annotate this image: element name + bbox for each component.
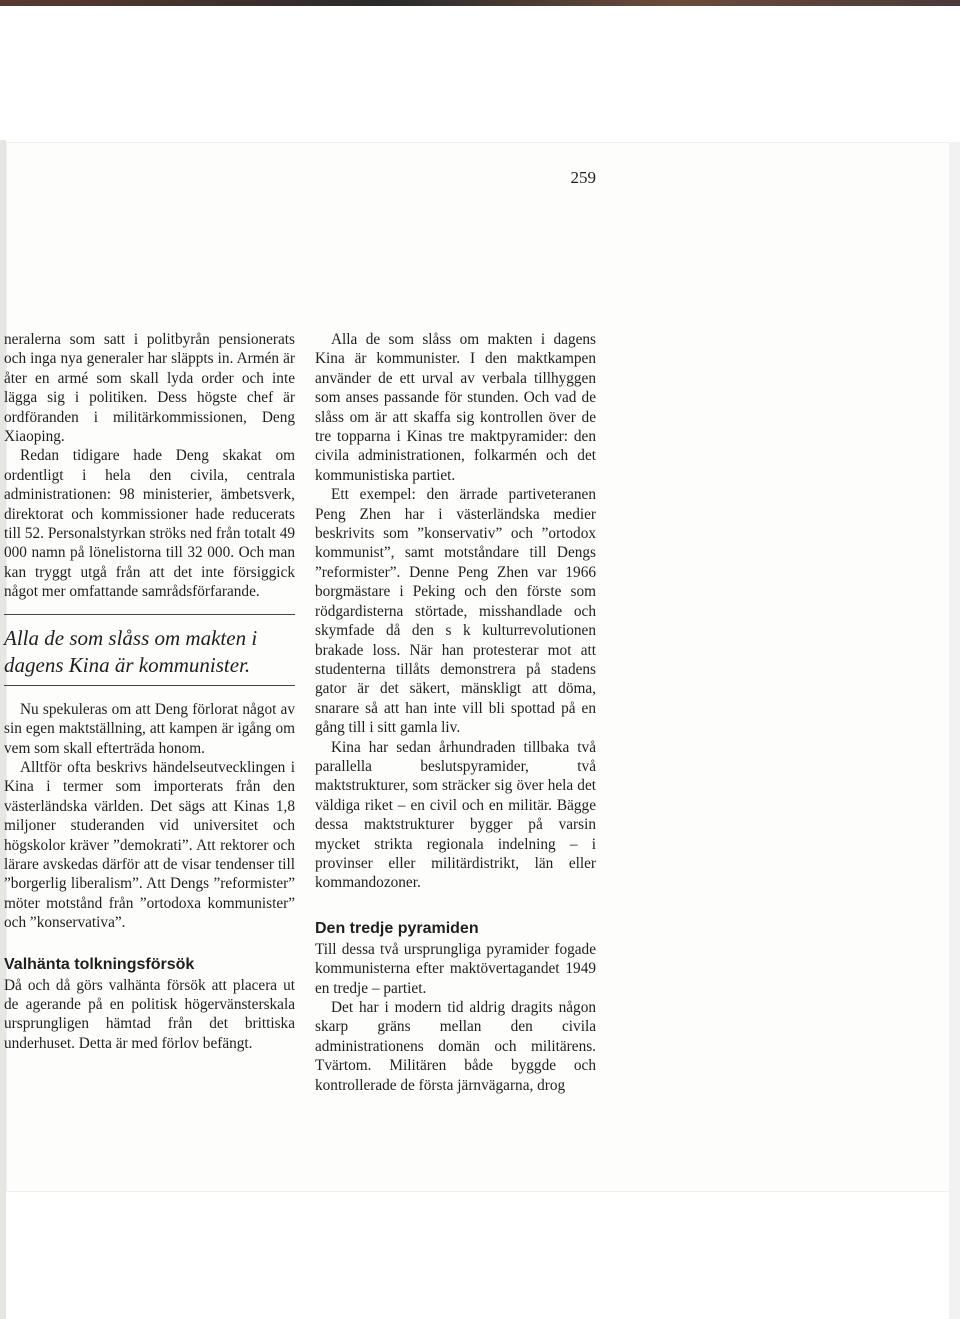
right-paragraph-3: Kina har sedan århundraden tillbaka två parallella beslutspyramider, två maktstrukturer, som sträcker sig över hela det väldiga riket – en civil och en militär. Bägge dessa maktstrukturer bygger på varsin mycket strikta regionala indelning – i provinser eller militärdistrikt, län eller kommandozoner. — [315, 738, 596, 892]
scan-top-edge — [0, 0, 960, 6]
right-column — [315, 330, 596, 1095]
right-paragraph-5: Det har i modern tid aldrig dragits någon skarp gräns mellan den civila administrationens domän och militärens. Tvärtom. Militären både byggde och kontrollerade de första järnvägarna, drog — [315, 999, 596, 1094]
left-paragraph-4: Alltför ofta beskrivs händelseutvecklingen i Kina i termer som importerats från den västerländska världen. Det sägs att Kinas 1,8 miljoner studeranden vid universitet och högskolor kräver ”demokrati”. Att rektorer och lärare avskedas därför att de visar tendenser till ”borgerlig liberalism”. Att Dengs ”reformister” möter motstånd från ”ortodoxa kommunister” och ”konservativa”. — [4, 758, 295, 932]
page-number: 259 — [570, 168, 596, 187]
right-paragraph-2: Ett exempel: den ärrade partiveteranen Peng Zhen har i västerländska medier beskrivits som ”konservativ” och ”ortodox kommunist”, samt motståndare till Dengs ”reformister”. Denne Peng Zhen var 1966 borgmästare i Peking och den förste som rödgardisterna störtade, misshandlade och skymfade då den s k kulturrevolutionen brakade loss. När han protesterar mot att studenterna tillåts demonstrera på stadens gator är det säkert, mänskligt att döma, snarare så att han inte vill bli spottad på en gång till i sitt gamla liv. — [315, 486, 596, 737]
left-paragraph-2: Redan tidigare hade Deng skakat om ordentligt i hela den civila, centrala administrationen: 98 ministerier, ämbetsverk, direktorat och kommissioner hade reducerats till 52. Personalstyrkan ströks ned från totalt 49 000 namn på lönelistorna till 32 000. Och man kan tryggt utgå från att det inte försiggick något mer omfattande samrådsförfarande. — [4, 447, 295, 601]
right-paragraph-4: Till dessa två ursprungliga pyramider fogade kommunisterna efter maktövertagandet 1949 en tredje – partiet. — [315, 940, 596, 997]
left-paragraph-3: Nu spekuleras om att Deng förlorat något av sin egen maktställning, att kampen är igång om vem som skall efterträda honom. — [4, 700, 295, 757]
section-heading-tredje-pyramiden: Den tredje pyramiden — [315, 919, 479, 937]
left-paragraph-1: neralerna som satt i politbyrån pensionerats och inga nya generaler har släppts in. Armén är åter en armé som skall lyda order och inte lägga sig i politiken. Dess högste chef är ordföranden i militärkommissionen, Deng Xiaoping. — [4, 331, 295, 446]
section-heading-valhanta: Valhänta tolkningsförsök — [4, 955, 195, 973]
pull-quote: Alla de som slåss om makten i dagens Kina är kommunister. — [4, 614, 295, 686]
left-paragraph-5: Då och då görs valhänta försök att placera ut de agerande på en politisk högervänsterskala ursprungligen hämtad från det brittiska underhuset. Detta är med förlov befängt. — [4, 976, 295, 1052]
scan-right-margin — [949, 142, 960, 1319]
left-column — [4, 330, 295, 1053]
right-paragraph-1: Alla de som slåss om makten i dagens Kina är kommunister. I den maktkampen använder de ett urval av verbala tillhyggen som anses passande för stunden. Och vad de slåss om är att skaffa sig kontrollen över de tre topparna i Kinas tre maktpyramider: den civila administrationen, folkarmén och det kommunistiska partiet. — [315, 331, 596, 484]
